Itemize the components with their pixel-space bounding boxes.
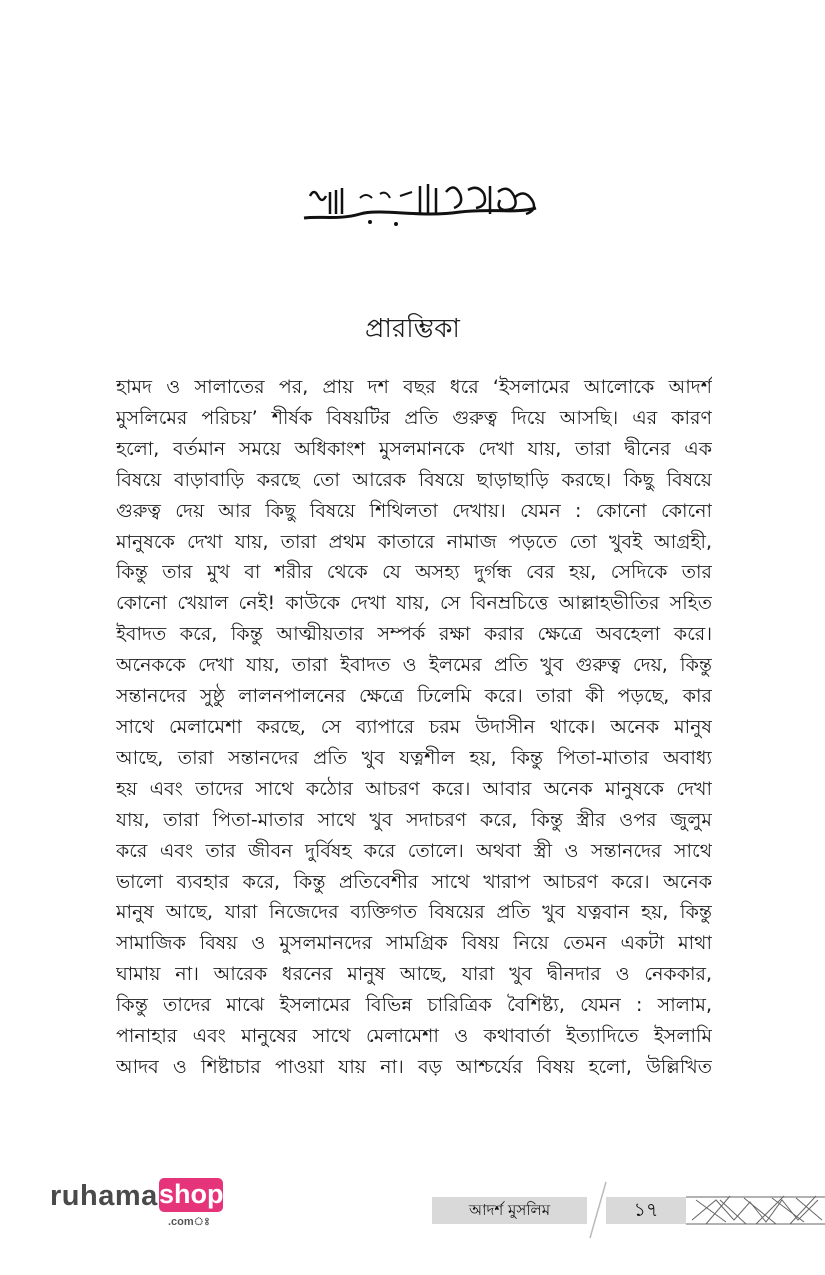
paragraph-line: মানুষ আছে, যারা নিজেদের ব্যক্তিগত বিষয়ের প্রতি খুব যত্নবান হয়, কিন্তু bbox=[116, 901, 712, 924]
paragraph-line: সাথে মেলামেশা করছে, সে ব্যাপারে চরম উদাসীন থাকে। অনেক মানুষ bbox=[116, 715, 712, 738]
bismillah-calligraphy bbox=[300, 178, 540, 230]
paragraph-line: পানাহার এবং মানুষের সাথে মেলামেশা ও কথাবার্তা ইত্যাদিতে ইসলামি bbox=[116, 1025, 712, 1048]
paragraph-line: হামদ ও সালাতের পর, প্রায় দশ বছর ধরে ‘ইসলামের আলোকে আদর্শ bbox=[116, 376, 712, 398]
footer-decoration bbox=[686, 1190, 825, 1230]
paragraph-line: কিন্তু তাদের মাঝে ইসলামের বিভিন্ন চারিত্রিক বৈশিষ্ট্য, যেমন : সালাম, bbox=[116, 994, 712, 1017]
page-number: ১৭ bbox=[606, 1197, 686, 1224]
paragraph-line: অনেককে দেখা যায়, তারা ইবাদত ও ইলমের প্রতি খুব গুরুত্ব দেয়, কিন্তু bbox=[116, 654, 712, 677]
body-paragraph bbox=[116, 372, 712, 1083]
chapter-heading: প্রারম্ভিকা bbox=[365, 314, 460, 344]
paragraph-line: মানুষকে দেখা যায়, তারা প্রথম কাতারে নামাজ পড়তে তো খুবই আগ্রহী, bbox=[116, 530, 712, 553]
ruhamashop-logo bbox=[50, 1176, 230, 1226]
paragraph-line: সন্তানদের সুষ্ঠু লালনপালনের ক্ষেত্রে ঢিলেমি করে। তারা কী পড়ছে, কার bbox=[116, 685, 712, 708]
paragraph-line: করে এবং তার জীবন দুর্বিষহ করে তোলে। অথবা স্ত্রী ও সন্তানদের সাথে bbox=[116, 839, 712, 862]
footer-book-title: আদর্শ মুসলিম bbox=[432, 1197, 587, 1224]
paragraph-line: বিষয়ে বাড়াবাড়ি করছে তো আরেক বিষয়ে ছাড়াছাড়ি করছে। কিছু বিষয়ে bbox=[116, 468, 712, 491]
logo-brand-right: shop bbox=[159, 1178, 223, 1212]
paragraph-line: কিন্তু তার মুখ বা শরীর থেকে যে অসহ্য দুর্গন্ধ বের হয়, সেদিকে তার bbox=[116, 561, 712, 584]
paragraph-line: সামাজিক বিষয় ও মুসলমানদের সামগ্রিক বিষয় নিয়ে তেমন একটা মাথা bbox=[116, 932, 712, 955]
paragraph-line: হলো, বর্তমান সময়ে অধিকাংশ মুসলমানকে দেখা যায়, তারা দ্বীনের এক bbox=[116, 437, 712, 460]
paragraph-line: কোনো খেয়াল নেই! কাউকে দেখা যায়, সে বিনম্রচিত্তে আল্লাহভীতির সহিত bbox=[116, 592, 712, 615]
logo-domain: .comঃ bbox=[168, 1216, 210, 1228]
paragraph-line: হয় এবং তাদের সাথে কঠোর আচরণ করে। আবার অনেক মানুষকে দেখা bbox=[116, 777, 712, 800]
paragraph-line: ইবাদত করে, কিন্তু আত্মীয়তার সম্পর্ক রক্ষা করার ক্ষেত্রে অবহেলা করে। bbox=[116, 623, 712, 646]
paragraph-line: ঘামায় না। আরেক ধরনের মানুষ আছে, যারা খুব দ্বীনদার ও নেককার, bbox=[116, 963, 712, 986]
paragraph-line: গুরুত্ব দেয় আর কিছু বিষয়ে শিথিলতা দেখায়। যেমন : কোনো কোনো bbox=[116, 499, 712, 522]
paragraph-line: মুসলিমের পরিচয়’ শীর্ষক বিষয়টির প্রতি গুরুত্ব দিয়ে আসছি। এর কারণ bbox=[116, 406, 712, 429]
logo-brand-left: ruhama bbox=[50, 1180, 158, 1212]
paragraph-line: যায়, তারা পিতা-মাতার সাথে খুব সদাচরণ করে, কিন্তু স্ত্রীর ওপর জুলুম bbox=[116, 808, 712, 831]
paragraph-line: আদব ও শিষ্টাচার পাওয়া যায় না। বড় আশ্চর্যের বিষয় হলো, উল্লিখিত bbox=[116, 1055, 712, 1078]
paragraph-line: ভালো ব্যবহার করে, কিন্তু প্রতিবেশীর সাথে খারাপ আচরণ করে। অনেক bbox=[116, 870, 712, 893]
paragraph-line: আছে, তারা সন্তানদের প্রতি খুব যত্নশীল হয়, কিন্তু পিতা-মাতার অবাধ্য bbox=[116, 746, 712, 769]
